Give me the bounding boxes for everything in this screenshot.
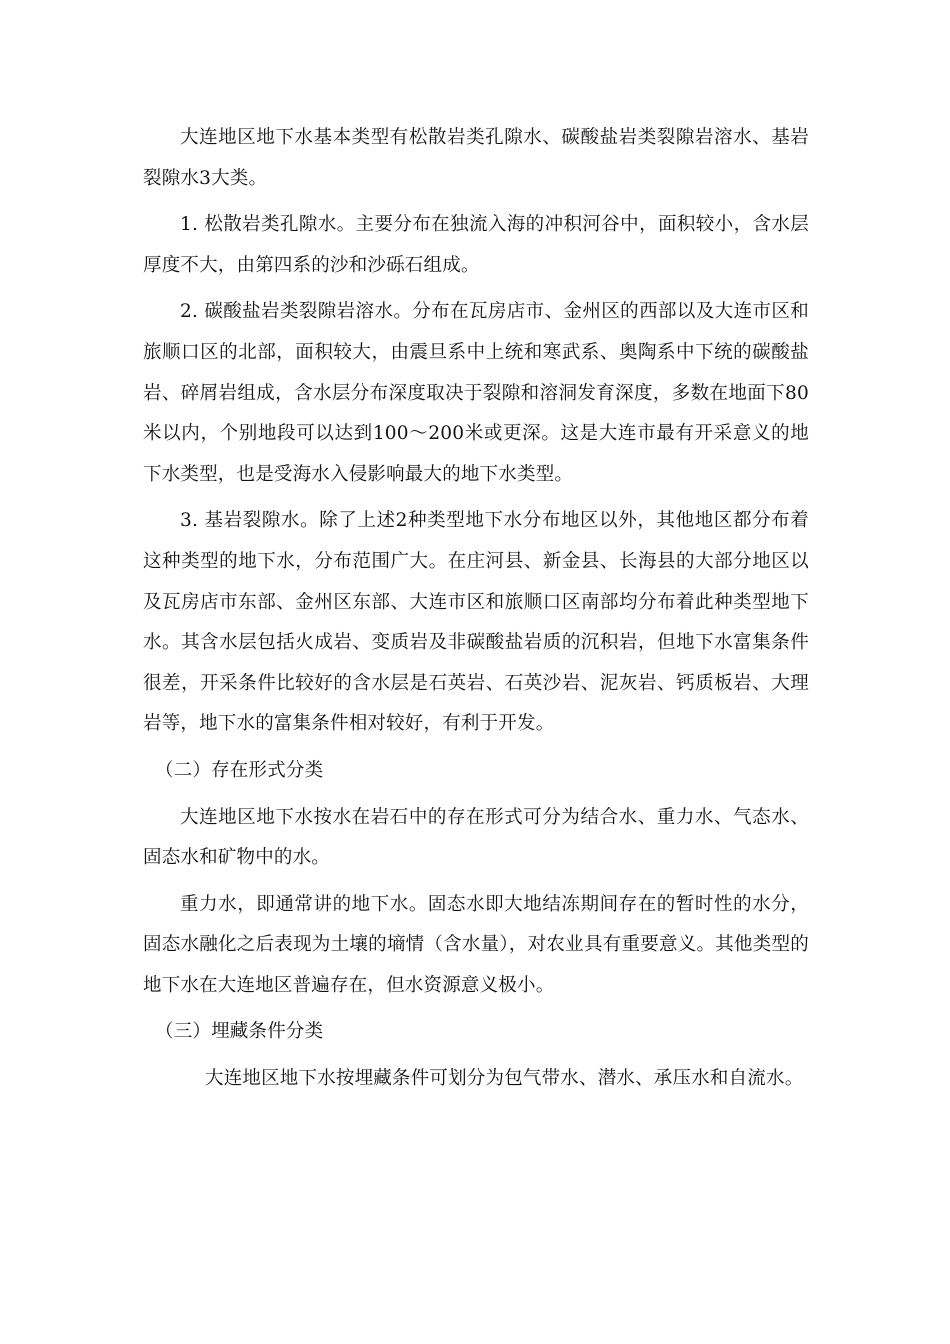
- paragraph-karst-water: 2. 碳酸盐岩类裂隙岩溶水。分布在瓦房店市、金州区的西部以及大连市区和旅顺口区的北部，面积较大，由震旦系中上统和寒武系、奥陶系中下统的碳酸盐岩、碎屑岩组成，含水层分布深度取决于裂隙和溶洞发育深度，多数在地面下80米以内，个别地段可以达到100～200米或更深。这是大连市最有开采意义的地下水类型，也是受海水入侵影响最大的地下水类型。: [143, 301, 809, 485]
- paragraph-groundwater-types: 大连地区地下水基本类型有松散岩类孔隙水、碳酸盐岩类裂隙岩溶水、基岩裂隙水3大类。: [143, 127, 809, 189]
- section-heading-existence-form: （二）存在形式分类: [155, 759, 324, 781]
- paragraph-fissure-water: 3. 基岩裂隙水。除了上述2种类型地下水分布地区以外，其他地区都分布着这种类型的地下水，分布范围广大。在庄河县、新金县、长海县的大部分地区以及瓦房店市东部、金州区东部、大连市区和旅顺口区南部均分布着此种类型地下水。其含水层包括火成岩、变质岩及非碳酸盐岩质的沉积岩，但地下水富集条件很差，开采条件比较好的含水层是石英岩、石英沙岩、泥灰岩、钙质板岩、大理岩等，地下水的富集条件相对较好，有利于开发。: [143, 510, 809, 735]
- section-heading-burial-condition: （三）埋藏条件分类: [155, 1021, 324, 1043]
- document-body: [143, 118, 809, 1100]
- paragraph-gravity-water: 重力水，即通常讲的地下水。固态水即大地结冻期间存在的暂时性的水分，固态水融化之后表现为土壤的墒情（含水量），对农业具有重要意义。其他类型的地下水在大连地区普遍存在，但水资源意义极小。: [143, 893, 809, 996]
- paragraph-existence-form: 大连地区地下水按水在岩石中的存在形式可分为结合水、重力水、气态水、固态水和矿物中的水。: [143, 806, 809, 869]
- paragraph-pore-water: 1. 松散岩类孔隙水。主要分布在独流入海的冲积河谷中，面积较小，含水层厚度不大，由第四系的沙和沙砾石组成。: [143, 214, 809, 276]
- paragraph-burial-condition: 大连地区地下水按埋藏条件可划分为包气带水、潜水、承压水和自流水。: [205, 1068, 804, 1090]
